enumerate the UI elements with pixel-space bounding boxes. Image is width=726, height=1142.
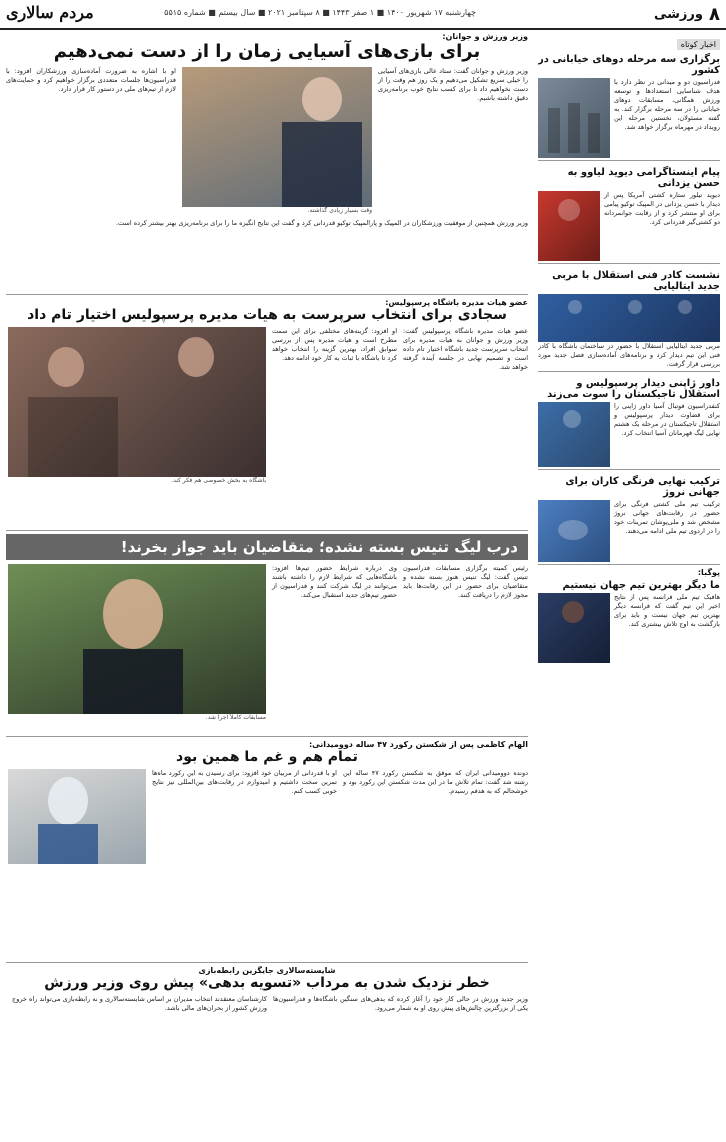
sidebar-item bbox=[538, 568, 720, 665]
sidebar-item-title: نشست کادر فنی استقلال با مربی جدید ایتالیایی bbox=[552, 270, 720, 292]
sidebar-photo bbox=[538, 294, 720, 342]
sidebar-photo bbox=[538, 78, 610, 158]
sidebar-item-text: هافبک تیم ملی فرانسه پس از نتایج اخیر این تیم گفت که فرانسه دیگر بهترین تیم جهان نیست و باید برای بازگشت به اوج تلاش بیشتری کند. bbox=[614, 593, 720, 628]
article-text: عضو هیات مدیره باشگاه پرسپولیس گفت: وزیر ورزش و جوانان به هیات مدیره برای انتخاب سرپرست جدید باشگاه اختیار تام داده است و تصمیم نهایی در جلسه آینده گرفته خواهد شد. bbox=[403, 327, 528, 371]
article-athletics bbox=[6, 740, 528, 963]
article-headline: سجادی برای انتخاب سرپرست به هیات مدیره پرسپولیس اختیار تام داد bbox=[27, 307, 507, 323]
article-kicker: وزیر ورزش و جوانان: bbox=[442, 32, 528, 41]
sidebar-item bbox=[538, 267, 720, 372]
article-debt bbox=[6, 966, 528, 1138]
sidebar-item-title: ما دیگر بهترین تیم جهان نیستیم bbox=[562, 580, 720, 591]
sidebar-item-title: پیام اینستاگرامی دیوید لیاوو به حسن یزدانی bbox=[567, 167, 720, 189]
article-text: وزیر ورزش و جوانان گفت: ستاد عالی بازی‌های آسیایی را خیلی سریع تشکیل می‌دهیم و یک روز هم وقت را از دست نخواهیم داد تا برای کسب نتایج خوب برنامه‌ریزی دقیق داشته باشیم. bbox=[378, 67, 528, 102]
sidebar-item-title: ترکیب نهایی فرنگی کاران برای جهانی نروژ bbox=[565, 476, 720, 498]
sidebar-item-text: کنفدراسیون فوتبال آسیا داور ژاپنی را برای قضاوت دیدار پرسپولیس و استقلال تاجیکستان در مرحله یک هشتم نهایی لیگ قهرمانان آسیا انتخاب کرد. bbox=[614, 402, 720, 437]
sidebar-photo bbox=[538, 191, 600, 261]
article-photo bbox=[182, 67, 372, 207]
sidebar-item-title: برگزاری سه مرحله دوهای خیابانی در کشور bbox=[538, 54, 720, 76]
main-column bbox=[6, 32, 528, 1138]
sidebar-photo bbox=[538, 500, 610, 562]
article-photo bbox=[8, 769, 146, 864]
article-kicker: عضو هیات مدیره باشگاه پرسپولیس: bbox=[385, 298, 528, 307]
sidebar-item bbox=[538, 375, 720, 470]
article-text: او با اشاره به ضرورت آماده‌سازی ورزشکاران افزود: با فدراسیون‌ها جلسات متعددی برگزار خواهیم کرد و حمایت‌های لازم از تیم‌های ملی در دستور کار قرار دارد. bbox=[6, 67, 176, 93]
brand-logo: مردم سالاری bbox=[6, 3, 94, 22]
article-text: رئیس کمیته برگزاری مسابقات فدراسیون تنیس گفت: لیگ تنیس هنوز بسته نشده و متقاضیان برای حضور در این رقابت‌ها باید مجوز لازم را دریافت کنند. bbox=[403, 564, 528, 599]
page-number: ۸ bbox=[709, 4, 720, 25]
sidebar-item-text: دیوید تیلور ستاره کشتی آمریکا پس از دیدار با حسن یزدانی در المپیک توکیو پیامی برای او منتشر کرد و از رقابت جوانمردانه دو کشتی‌گیر قدردانی کرد. bbox=[604, 191, 720, 226]
article-text: کارشناسان معتقدند انتخاب مدیران بر اساس شایسته‌سالاری و نه رابطه‌بازی می‌تواند راه خروج ورزش کشور از بحران‌های مالی باشد. bbox=[12, 995, 267, 1012]
article-kicker: شایسته‌سالاری جایگزین رابطه‌بازی bbox=[198, 966, 336, 975]
article-perspolis bbox=[6, 298, 528, 531]
sidebar-item bbox=[538, 164, 720, 264]
article-text: وزیر ورزش همچنین از موفقیت ورزشکاران در المپیک و پارالمپیک توکیو قدردانی کرد و گفت این نتایج انگیزه ما را برای برنامه‌ریزی بهتر بیشتر کرده است. bbox=[115, 219, 528, 227]
sidebar-item-text: مربی جدید ایتالیایی استقلال با حضور در ساختمان باشگاه با کادر فنی این تیم دیدار کرد و برنامه‌های آماده‌سازی فصل جدید مورد بررسی قرار گرفت. bbox=[538, 342, 720, 368]
photo-caption: باشگاه به بخش خصوصی هم فکر کند. bbox=[171, 477, 266, 484]
photo-caption: وقت بسیار زیادی گذاشته. bbox=[307, 207, 372, 214]
section-label bbox=[654, 4, 720, 25]
article-tennis bbox=[6, 534, 528, 737]
article-headline: تمام هم و غم ما همین بود bbox=[176, 749, 358, 765]
article-text: دونده دوومیدانی ایران که موفق به شکستن رکورد ۴۷ ساله این رشته شد گفت: تمام تلاش ما در این مدت شکستن این رکورد بود و خوشحالم که به هدفم رسیدم. bbox=[343, 769, 528, 795]
article-headline: برای بازی‌های آسیایی زمان را از دست نمی‌دهیم bbox=[53, 41, 481, 62]
article-text: وی درباره شرایط حضور تیم‌ها افزود: باشگاه‌هایی که شرایط لازم را داشته باشند می‌توانند در لیگ شرکت کنند و فدراسیون از حضور تیم‌های جدید استقبال می‌کند. bbox=[272, 564, 397, 599]
sidebar-item bbox=[538, 51, 720, 161]
article-minister bbox=[6, 32, 528, 295]
sidebar bbox=[538, 32, 720, 1138]
article-text: او با قدردانی از مربیان خود افزود: برای رسیدن به این رکورد ماه‌ها تمرین سخت داشتیم و امیدوارم در رقابت‌های بین‌المللی نیز نتایج خوبی کسب کنم. bbox=[152, 769, 337, 795]
sidebar-item-text: ترکیب تیم ملی کشتی فرنگی برای حضور در رقابت‌های جهانی نروژ مشخص شد و ملی‌پوشان تمرینات خود را در اردوی تیم ملی ادامه می‌دهند. bbox=[614, 500, 720, 535]
article-photo bbox=[8, 327, 266, 477]
photo-caption: مسابقات کاملاً اجرا شد. bbox=[205, 714, 266, 721]
article-text: وزیر جدید ورزش در حالی کار خود را آغاز کرده که بدهی‌های سنگین باشگاه‌ها و فدراسیون‌ها یکی از بزرگترین چالش‌های پیش روی او به شمار می‌رود. bbox=[273, 995, 528, 1012]
sidebar-item-text: فدراسیون دو و میدانی در نظر دارد با هدف شناسایی استعدادها و توسعه ورزش همگانی، مسابقات دوهای خیابانی را در سه مرحله برگزار کند. به گفته مسئولان، نخستین مرحله این رویداد در مهرماه برگزار خواهد شد. bbox=[614, 78, 720, 131]
article-banner: درب لیگ تنیس بسته نشده؛ متقاضیان باید جواز بخرند! bbox=[6, 534, 528, 560]
issue-info: چهارشنبه ۱۷ شهریور ۱۴۰۰ ■ ۱ صفر ۱۴۴۳ ■ ۸ سپتامبر ۲۰۲۱ ■ سال بیستم ■ شماره ۵۵۱۵ bbox=[164, 8, 476, 17]
sidebar-item bbox=[538, 473, 720, 565]
article-kicker: الهام کاظمی پس از شکستن رکورد ۴۷ ساله دوومیدانی: bbox=[308, 740, 528, 749]
sidebar-tag: اخبار کوتاه bbox=[677, 39, 720, 50]
sidebar-photo bbox=[538, 593, 610, 663]
sidebar-item-title: داور ژاپنی دیدار پرسپولیس و استقلال تاجیکستان را سوت می‌زند bbox=[547, 378, 720, 400]
article-photo bbox=[8, 564, 266, 714]
article-text: او افزود: گزینه‌های مختلفی برای این سمت مطرح است و هیات مدیره پس از بررسی سوابق افراد، بهترین گزینه را انتخاب خواهد کرد تا باشگاه با ثبات به کار خود ادامه دهد. bbox=[272, 327, 397, 362]
masthead bbox=[0, 0, 726, 30]
section-name: ورزشی bbox=[654, 7, 703, 22]
sidebar-item-kicker: پوگبا: bbox=[697, 568, 720, 577]
article-headline: خطر نزدیک شدن به مرداب «تسویه بدهی» پیش روی وزیر ورزش bbox=[44, 975, 490, 991]
sidebar-photo bbox=[538, 402, 610, 467]
